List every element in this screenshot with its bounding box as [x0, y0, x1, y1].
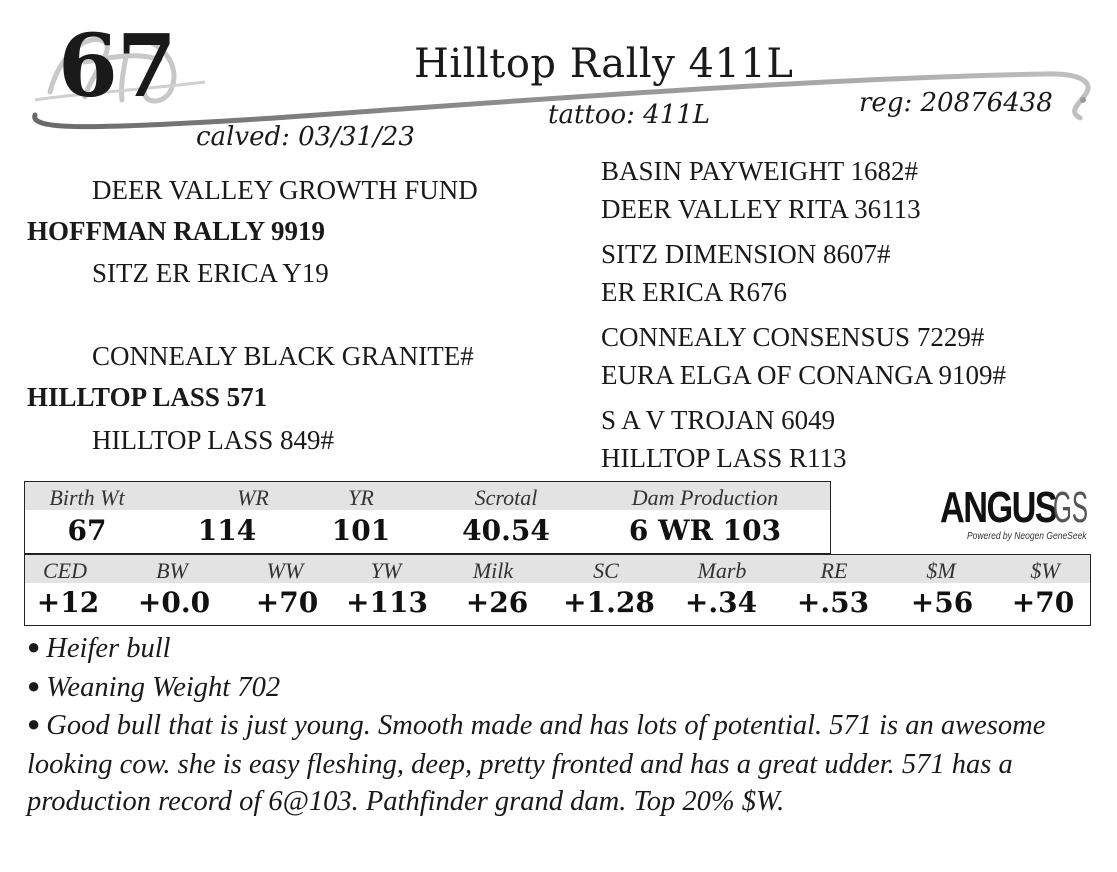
epd-value: +0.0: [137, 586, 211, 619]
pedigree-sire-dam: SITZ ER ERICA Y19: [92, 258, 329, 288]
epd-header: BW: [156, 558, 188, 583]
pedigree-great-grandparent: SITZ DIMENSION 8607#: [601, 239, 891, 269]
note-text: Good bull that is just young. Smooth made and has lots of potential. 571 is an awesome looking cow. she is easy fleshing, deep, pretty fronted and has a great udder. 571 has a production record of 6@103. Pathfinder grand dam. Top 20% $W.: [27, 710, 1046, 817]
note-item: [27, 630, 1097, 669]
epd-value: +113: [346, 586, 428, 619]
note-text: Heifer bull: [46, 633, 171, 664]
performance-value: 67: [67, 514, 107, 547]
performance-header: YR: [348, 485, 374, 510]
tattoo-number: tattoo: 411L: [548, 100, 711, 130]
epd-value: +.34: [684, 586, 758, 619]
performance-value: 6 WR 103: [628, 514, 782, 547]
lot-notes: [27, 630, 1097, 821]
epd-header: WW: [266, 558, 304, 583]
performance-value: 40.54: [462, 514, 550, 547]
pedigree-great-grandparent: DEER VALLEY RITA 36113: [601, 194, 921, 224]
logo-wordmark: ANGUS: [940, 483, 1057, 532]
epd-header: $M: [926, 558, 956, 583]
performance-header: Birth Wt: [49, 485, 125, 510]
pedigree-great-grandparent: HILLTOP LASS R113: [601, 443, 847, 473]
bullet-icon: ●: [27, 672, 41, 698]
lot-number: 67: [58, 16, 176, 117]
performance-header: Scrotal: [474, 485, 538, 510]
pedigree-dam: HILLTOP LASS 571: [27, 382, 268, 412]
epd-value: +70: [255, 586, 319, 619]
note-text: Weaning Weight 702: [46, 671, 281, 703]
performance-value: 101: [331, 514, 391, 547]
animal-name: Hilltop Rally 411L: [414, 41, 794, 87]
logo-tagline: Powered by Neogen GeneSeek: [967, 531, 1087, 542]
epd-value: +70: [1011, 586, 1075, 619]
pedigree-dam-sire: CONNEALY BLACK GRANITE#: [92, 341, 474, 371]
registration-number: reg: 20876438: [859, 88, 1053, 118]
pedigree-great-grandparent: S A V TROJAN 6049: [601, 405, 836, 435]
pedigree-sire: HOFFMAN RALLY 9919: [27, 216, 326, 246]
note-item: [27, 669, 1097, 708]
bullet-icon: ●: [27, 711, 41, 736]
epd-value: +12: [36, 586, 100, 619]
pedigree-great-grandparent: CONNEALY CONSENSUS 7229#: [601, 322, 985, 352]
epd-value: +56: [910, 586, 974, 619]
epd-header: CED: [43, 558, 87, 583]
epd-header: $W: [1030, 558, 1060, 583]
bullet-icon: ●: [27, 634, 41, 659]
epd-value: +1.28: [563, 586, 655, 619]
pedigree-great-grandparent: BASIN PAYWEIGHT 1682#: [601, 156, 919, 186]
performance-value: 114: [197, 514, 257, 547]
epd-header: SC: [593, 558, 619, 583]
epd-value: +26: [465, 586, 529, 619]
performance-table: [24, 481, 831, 554]
epd-table: [24, 554, 1091, 626]
epd-header: RE: [820, 558, 848, 583]
pedigree-great-grandparent: ER ERICA R676: [601, 277, 788, 307]
epd-header: YW: [370, 558, 402, 583]
angus-gs-logo: [940, 483, 1096, 546]
calved-date: calved: 03/31/23: [196, 122, 415, 152]
epd-header: Milk: [472, 558, 514, 583]
performance-header: WR: [237, 485, 269, 510]
epd-value: +.53: [796, 586, 870, 619]
performance-header: Dam Production: [631, 485, 779, 510]
pedigree-great-grandparent: EURA ELGA OF CONANGA 9109#: [601, 360, 1007, 390]
logo-suffix: GS: [1053, 483, 1088, 532]
note-item: [27, 707, 1097, 821]
pedigree-dam-dam: HILLTOP LASS 849#: [92, 425, 335, 455]
pedigree-sire-sire: DEER VALLEY GROWTH FUND: [92, 175, 478, 205]
epd-header: Marb: [697, 558, 747, 583]
